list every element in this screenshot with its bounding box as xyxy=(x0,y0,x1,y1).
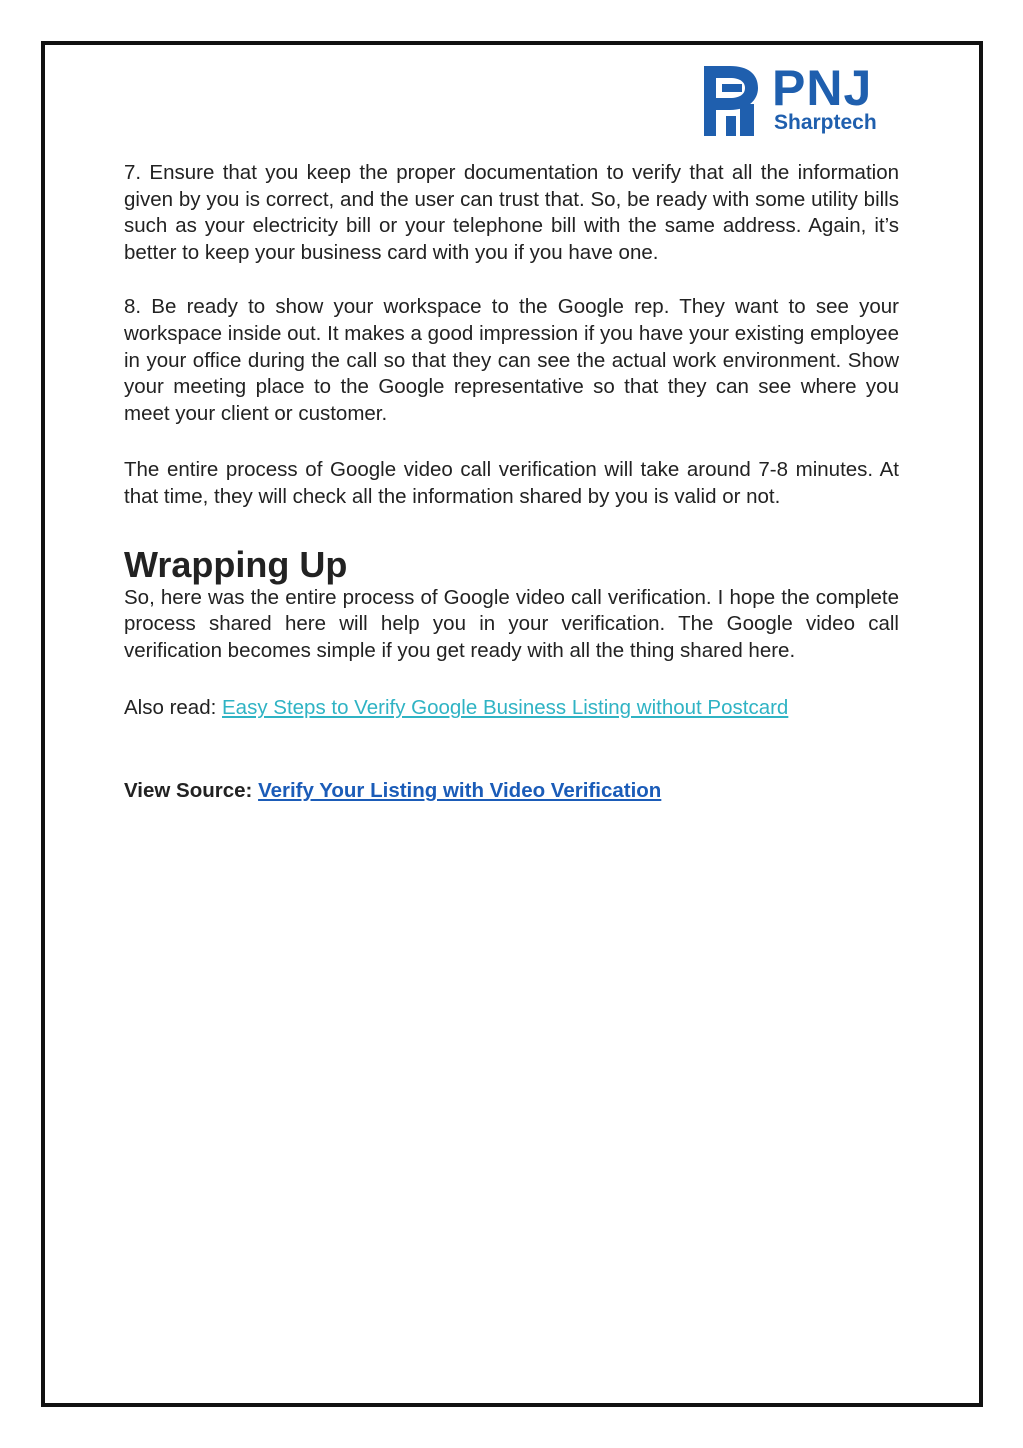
view-source-line xyxy=(124,778,899,804)
logo-subtitle-text: Sharptech xyxy=(774,111,877,134)
pnj-logo-icon xyxy=(700,60,764,140)
paragraph-wrapping-up: So, here was the entire process of Google video call verification. I hope the complete process shared here will help you in your verification. The Google video call verification becomes simple if you get ready with all the thing shared here. xyxy=(124,585,899,662)
document-body xyxy=(124,160,899,804)
view-source-label: View Source: xyxy=(124,779,259,803)
also-read-line xyxy=(124,695,899,721)
section-heading-wrapping-up: Wrapping Up xyxy=(124,543,348,585)
also-read-label: Also read: xyxy=(124,696,222,720)
also-read-link[interactable]: Easy Steps to Verify Google Business Listing without Postcard xyxy=(222,696,789,720)
logo-brand-text: PNJ xyxy=(772,60,873,116)
company-logo xyxy=(700,60,890,140)
paragraph-process-duration: The entire process of Google video call verification will take around 7-8 minutes. At that time, they will check all the information shared by you is valid or not. xyxy=(124,458,899,508)
view-source-link[interactable]: Verify Your Listing with Video Verification xyxy=(258,779,662,803)
paragraph-documentation: 7. Ensure that you keep the proper documentation to verify that all the information given by you is correct, and the user can trust that. So, be ready with some utility bills such as your electricity bill or your telephone bill with the same address. Again, it’s better to keep your business card with you if you have one. xyxy=(124,161,899,264)
paragraph-workspace: 8. Be ready to show your workspace to the Google rep. They want to see your workspace inside out. It makes a good impression if you have your existing employee in your office during the call so that they can see the actual work environment. Show your meeting place to the Google representative so that they can see where you meet your client or customer. xyxy=(124,295,899,425)
